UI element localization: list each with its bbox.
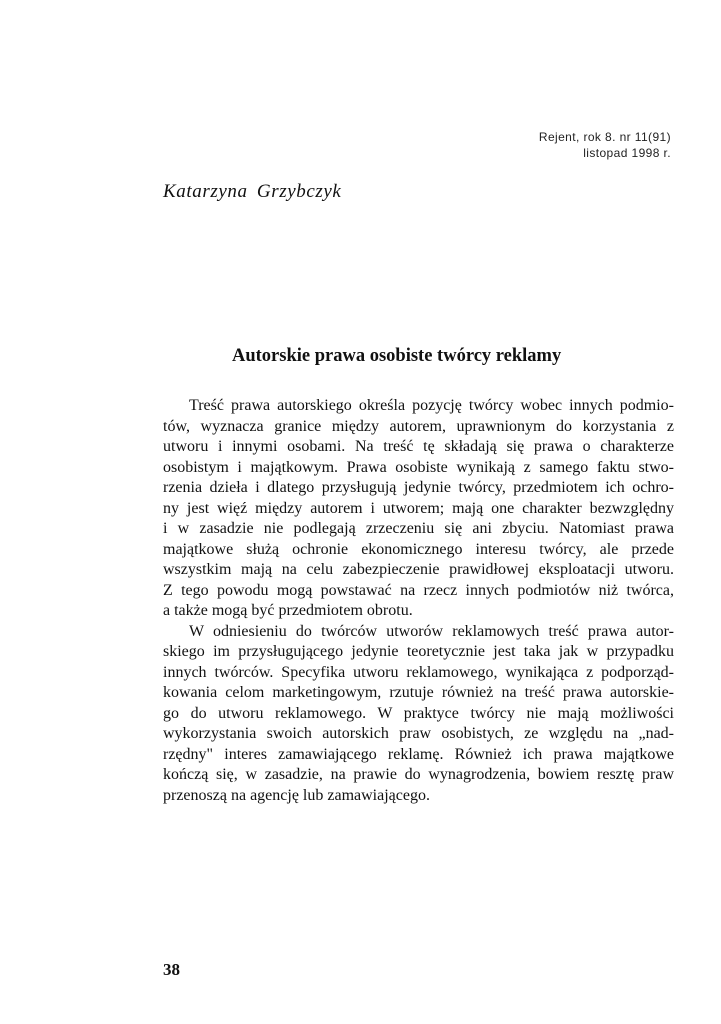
text-line: wykorzystania swoich autorskich praw osobistych, ze względu na „nad- <box>163 725 674 742</box>
text-line: skiego im przysługującego jedynie teoretycznie jest taka jak w przypadku <box>163 643 674 660</box>
text-line: utworu i innymi osobami. Na treść tę składają się prawa o charakterze <box>163 438 674 455</box>
author-name: Katarzyna Grzybczyk <box>163 181 342 202</box>
text-line: innych twórców. Specyfika utworu reklamowego, wynikająca z podporząd- <box>163 663 674 681</box>
article-title: Autorskie prawa osobiste twórcy reklamy <box>232 346 562 366</box>
text-line: kończą się, w zasadzie, na prawie do wynagrodzenia, bowiem resztę praw <box>163 766 674 783</box>
text-line: Z tego powodu mogą powstawać na rzecz innych podmiotów niż twórca, <box>163 581 674 599</box>
journal-reference <box>539 129 671 161</box>
text-line: rzenia dzieła i dlatego przysługują jedynie twórcy, przedmiotem ich ochro- <box>163 479 674 496</box>
date-line: listopad 1998 r. <box>583 146 671 160</box>
text-line: rzędny" interes zamawiającego reklamę. Również ich prawa majątkowe <box>163 745 674 763</box>
text-line: tów, wyznacza granice między autorem, uprawnionym do korzystania z <box>163 417 674 435</box>
article-body <box>163 396 674 806</box>
text-line: osobistym i majątkowym. Prawa osobiste wynikają z samego faktu stwo- <box>163 458 674 476</box>
text-line: kowania celom marketingowym, rzutuje również na treść prawa autorskie- <box>163 684 674 701</box>
text-line: Treść prawa autorskiego określa pozycję twórcy wobec innych podmio- <box>189 397 674 414</box>
text-line: a także mogą być przedmiotem obrotu. <box>163 602 413 619</box>
text-line: go do utworu reklamowego. W praktyce twórcy nie mają możliwości <box>163 704 674 722</box>
text-line: wszystkim mają na celu zabezpieczenie prawidłowej eksploatacji utworu. <box>163 561 674 578</box>
text-line: W odniesieniu do twórców utworów reklamowych treść prawa autor- <box>189 622 674 640</box>
text-line: przenoszą na agencję lub zamawiającego. <box>163 786 430 804</box>
page-number: 38 <box>163 960 180 979</box>
paragraph-1 <box>163 396 674 622</box>
journal-line: Rejent, rok 8. nr 11(91) <box>538 130 671 144</box>
text-line: ny jest więź między autorem i utworem; mają one charakter bezwzględny <box>163 499 674 517</box>
paragraph-2 <box>163 622 674 807</box>
text-line: i w zasadzie nie podlegają zrzeczeniu się ani zbyciu. Natomiast prawa <box>163 520 674 537</box>
text-line: majątkowe służą ochronie ekonomicznego interesu twórcy, ale przede <box>163 540 674 558</box>
